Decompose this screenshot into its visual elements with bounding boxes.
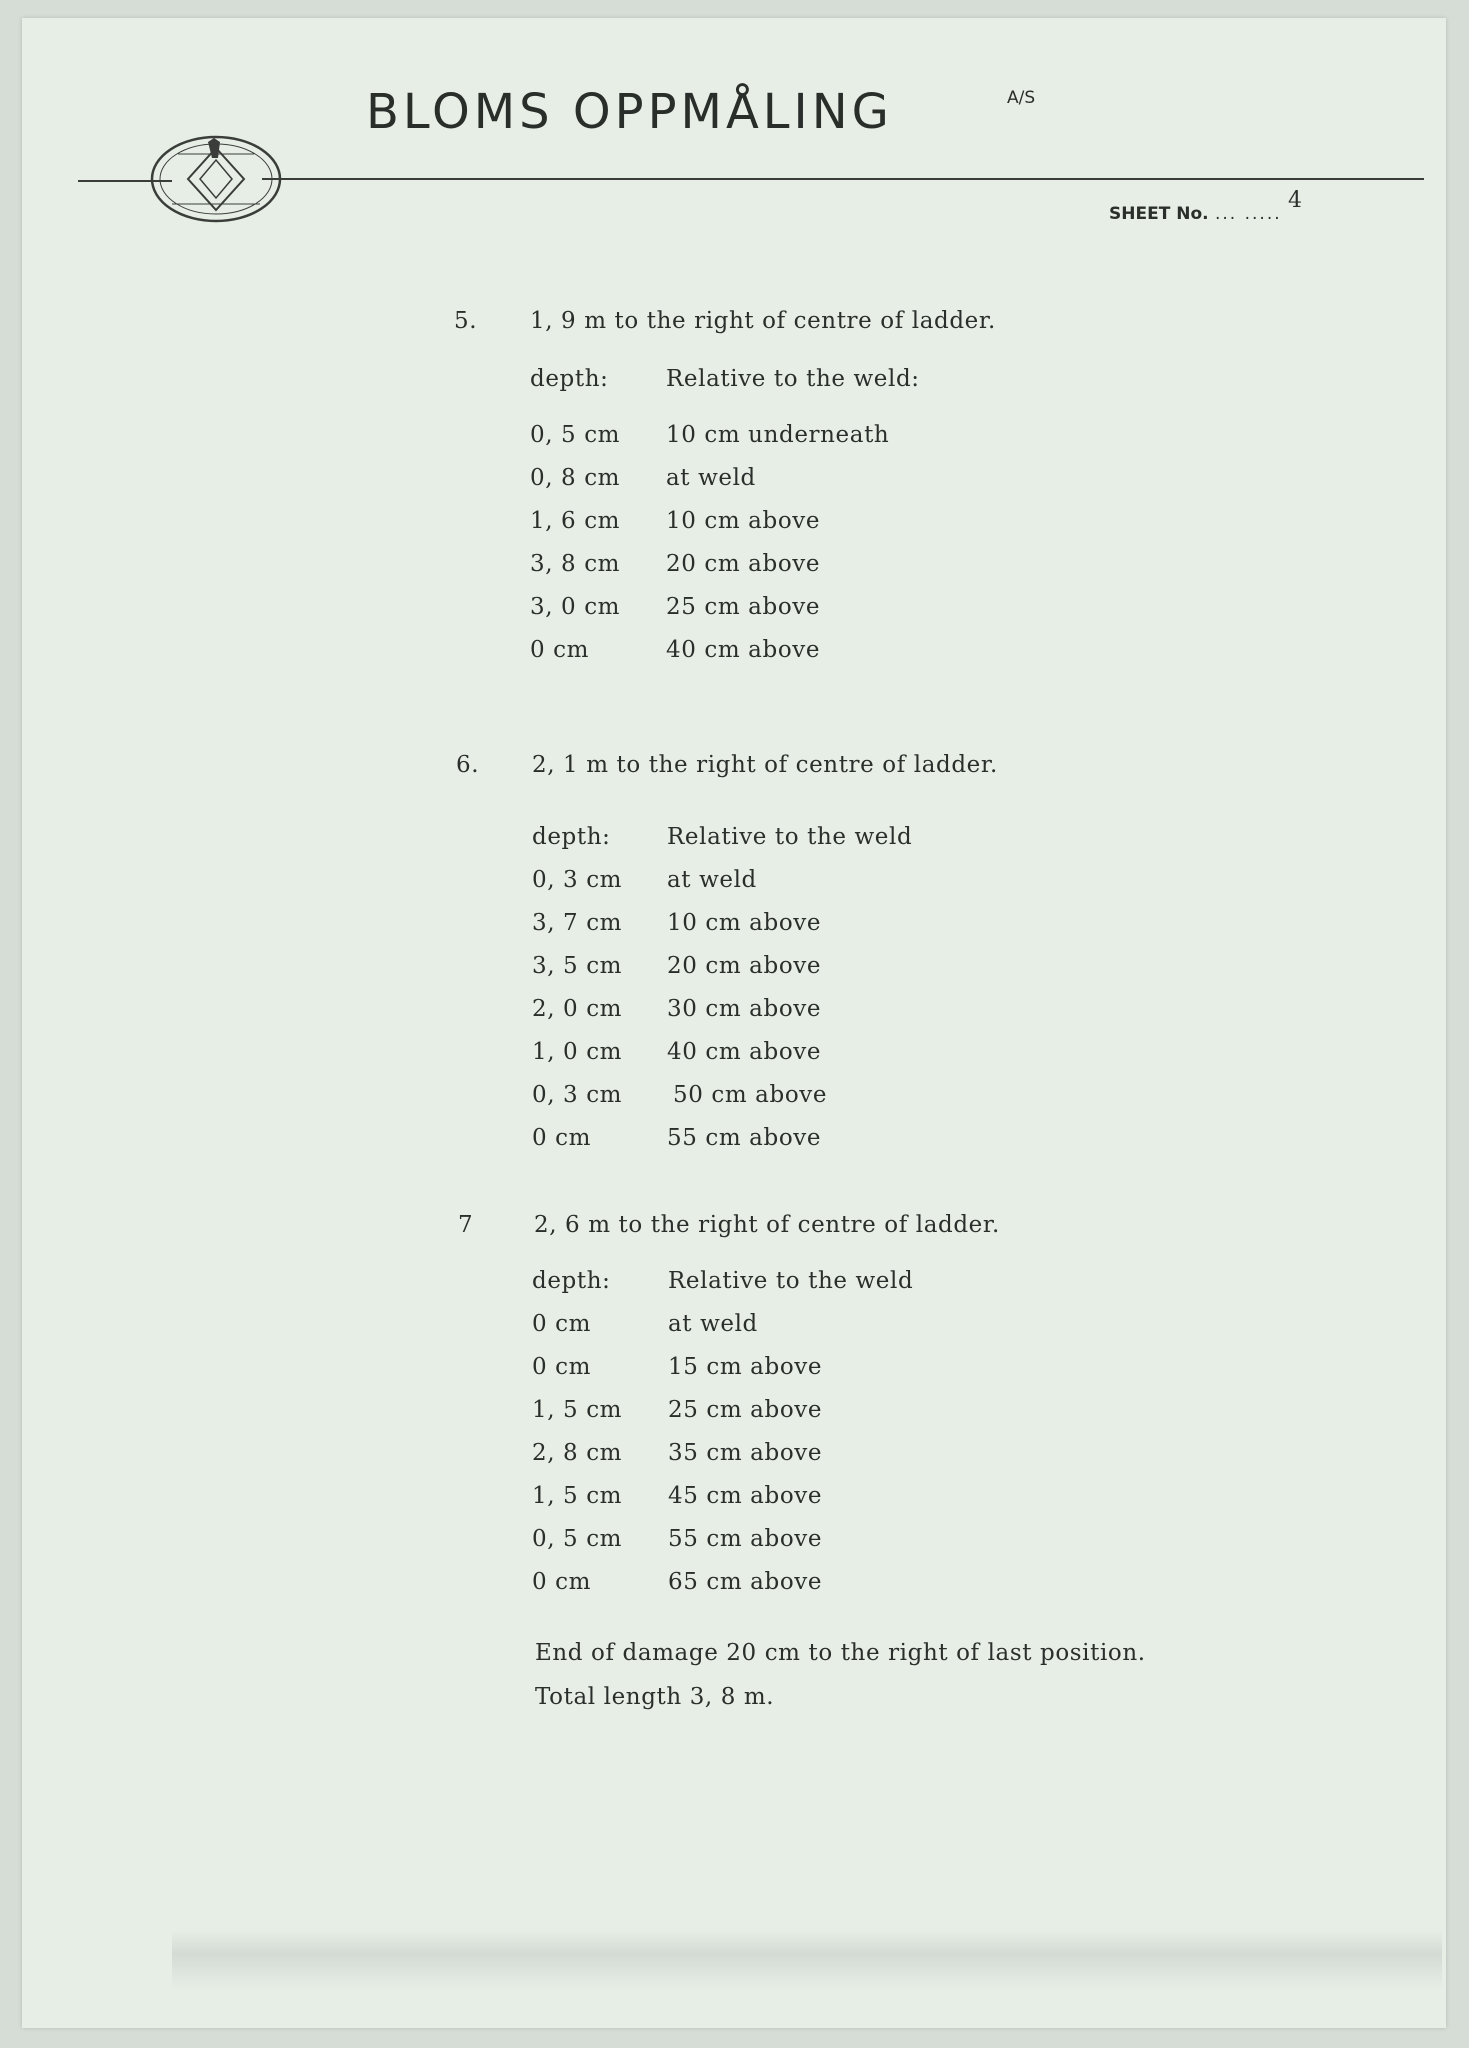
relative-column-header: Relative to the weld: (666, 366, 920, 392)
depth-value: 1, 0 cm (532, 1039, 623, 1065)
position-value: at weld (666, 465, 756, 491)
position-value: 35 cm above (668, 1440, 823, 1466)
depth-column-header: depth: (530, 366, 609, 392)
depth-column-header: depth: (532, 1268, 611, 1294)
sheet-number-label: SHEET No. (1109, 204, 1209, 224)
company-name: BLOMS OPPMÅLING (366, 84, 893, 140)
position-value: 40 cm above (667, 1039, 822, 1065)
sheet-number-dots: ... ..... (1215, 204, 1282, 224)
scan-smudge (172, 1930, 1442, 1990)
document-sheet (22, 18, 1446, 2028)
letterhead-rule-left (78, 180, 172, 182)
depth-value: 1, 5 cm (532, 1397, 623, 1423)
depth-value: 3, 0 cm (530, 594, 621, 620)
position-value: 20 cm above (666, 551, 821, 577)
depth-value: 0, 5 cm (530, 422, 621, 448)
sheet-number-value: 4 (1288, 188, 1302, 213)
position-value: 25 cm above (668, 1397, 823, 1423)
depth-value: 0 cm (532, 1311, 592, 1337)
section-heading: 1, 9 m to the right of centre of ladder. (530, 308, 996, 334)
position-value: 55 cm above (667, 1125, 822, 1151)
depth-column-header: depth: (532, 824, 611, 850)
section-heading: 2, 6 m to the right of centre of ladder. (534, 1212, 1000, 1238)
depth-value: 1, 6 cm (530, 508, 621, 534)
position-value: 65 cm above (668, 1569, 823, 1595)
depth-value: 3, 7 cm (532, 910, 623, 936)
section-number: 7 (458, 1212, 474, 1238)
depth-value: 1, 5 cm (532, 1483, 623, 1509)
relative-column-header: Relative to the weld (667, 824, 913, 850)
depth-value: 0 cm (532, 1354, 592, 1380)
position-value: 25 cm above (666, 594, 821, 620)
depth-value: 0 cm (532, 1569, 592, 1595)
position-value: 15 cm above (668, 1354, 823, 1380)
section-heading: 2, 1 m to the right of centre of ladder. (532, 752, 998, 778)
relative-column-header: Relative to the weld (668, 1268, 914, 1294)
position-value: 10 cm above (666, 508, 821, 534)
closing-total-length: Total length 3, 8 m. (535, 1684, 775, 1710)
letterhead-rule-right (262, 178, 1424, 180)
position-value: 40 cm above (666, 637, 821, 663)
depth-value: 0 cm (530, 637, 590, 663)
company-suffix: A/S (1007, 88, 1036, 108)
depth-value: 0, 8 cm (530, 465, 621, 491)
position-value: 45 cm above (668, 1483, 823, 1509)
depth-value: 3, 5 cm (532, 953, 623, 979)
depth-value: 0 cm (532, 1125, 592, 1151)
depth-value: 2, 8 cm (532, 1440, 623, 1466)
position-value: 10 cm above (667, 910, 822, 936)
position-value: 55 cm above (668, 1526, 823, 1552)
closing-damage-end: End of damage 20 cm to the right of last position. (535, 1640, 1146, 1666)
section-number: 6. (456, 752, 480, 778)
position-value: 30 cm above (667, 996, 822, 1022)
depth-value: 0, 3 cm (532, 1082, 623, 1108)
depth-value: 0, 3 cm (532, 867, 623, 893)
position-value: 10 cm underneath (666, 422, 890, 448)
depth-value: 3, 8 cm (530, 551, 621, 577)
position-value: at weld (668, 1311, 758, 1337)
position-value: at weld (667, 867, 757, 893)
section-number: 5. (454, 308, 478, 334)
depth-value: 2, 0 cm (532, 996, 623, 1022)
position-value: 20 cm above (667, 953, 822, 979)
depth-value: 0, 5 cm (532, 1526, 623, 1552)
position-value: 50 cm above (673, 1082, 828, 1108)
